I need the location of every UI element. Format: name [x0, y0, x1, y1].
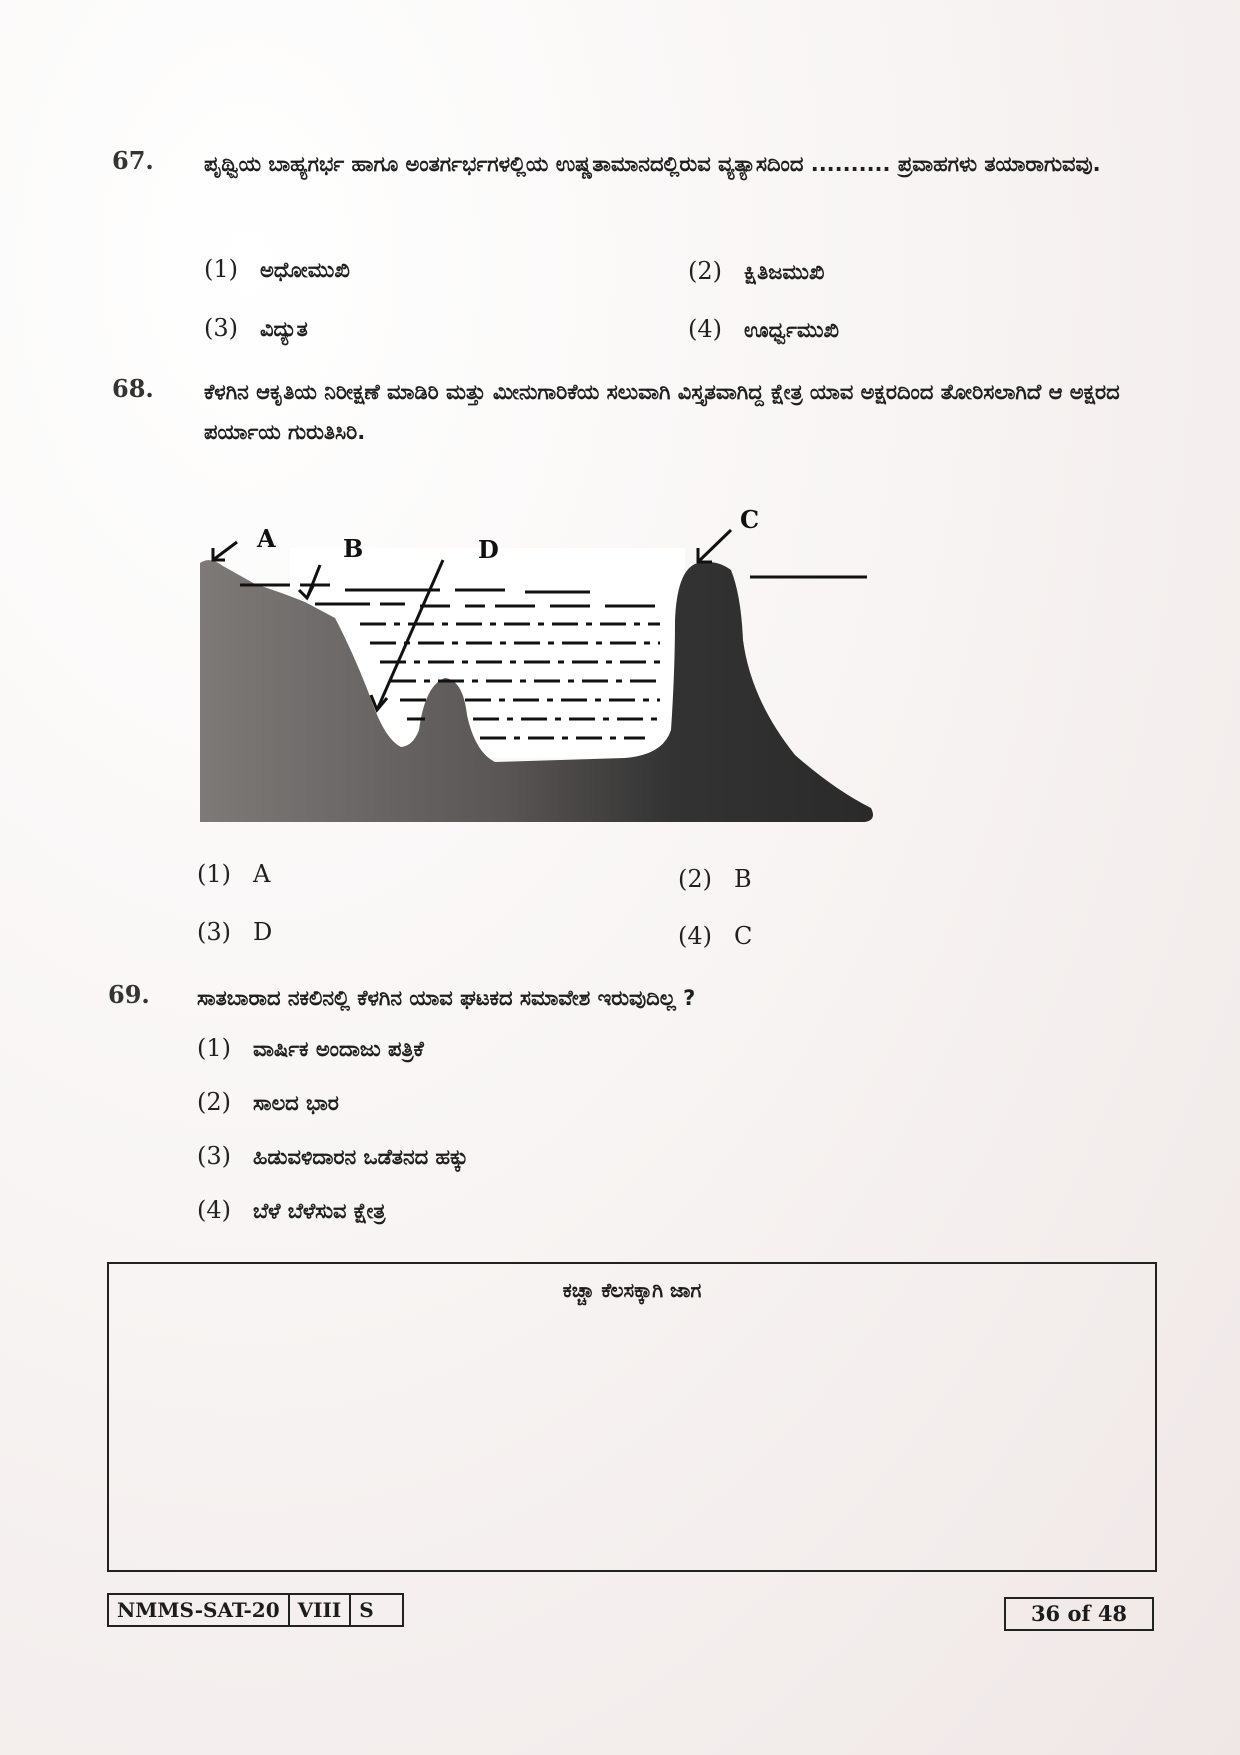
- option-label: ಬೆಳೆ ಬೆಳೆಸುವ ಕ್ಷೇತ್ರ: [253, 1199, 386, 1223]
- option-label: B: [734, 865, 752, 893]
- option-label: A: [253, 860, 271, 888]
- option-number: (3): [197, 918, 231, 946]
- option-number: (2): [197, 1088, 231, 1116]
- option-label: ಕ್ಷಿತಿಜಮುಖಿ: [744, 260, 825, 284]
- label-a: A: [257, 524, 276, 553]
- question-69-option-3: [197, 1142, 468, 1170]
- option-label: ವಾರ್ಷಿಕ ಅಂದಾಜು ಪತ್ರಿಕೆ: [253, 1037, 424, 1061]
- option-number: (3): [204, 314, 238, 342]
- option-number: (1): [197, 860, 231, 888]
- option-label: ವಿದ್ಯುತ: [260, 317, 308, 341]
- question-67-option-4: [688, 315, 839, 343]
- option-label: ಊರ್ಧ್ವಮುಖಿ: [744, 318, 840, 342]
- question-67-text: ಪೃಥ್ವಿಯ ಬಾಹ್ಯಗರ್ಭ ಹಾಗೂ ಅಂತರ್ಗರ್ಭಗಳಲ್ಲಿಯ ಉಷ್ಣತಾಮಾನದಲ್ಲಿರುವ ವ್ಯತ್ಯಾಸದಿಂದ .......... ಪ್ರವಾಹಗಳು ತಯಾರಾಗುವವು.: [204, 152, 1101, 176]
- question-67-option-3: [204, 314, 308, 342]
- option-number: (1): [204, 255, 238, 283]
- question-68-option-2: [678, 865, 752, 893]
- option-number: (2): [678, 865, 712, 893]
- question-67-option-2: [688, 257, 824, 285]
- option-label: D: [253, 918, 273, 946]
- question-67-option-1: [204, 255, 350, 283]
- class-code: VIII: [290, 1595, 352, 1625]
- option-number: (1): [197, 1034, 231, 1062]
- question-69-text: ಸಾತಬಾರಾದ ನಕಲಿನಲ್ಲಿ ಕೆಳಗಿನ ಯಾವ ಘಟಕದ ಸಮಾವೇಶ ಇರುವುದಿಲ್ಲ ?: [197, 986, 696, 1010]
- option-number: (3): [197, 1142, 231, 1170]
- option-label: ಹಿಡುವಳಿದಾರನ ಒಡೆತನದ ಹಕ್ಕು: [253, 1145, 469, 1169]
- question-68-text: ಕೆಳಗಿನ ಆಕೃತಿಯ ನಿರೀಕ್ಷಣೆ ಮಾಡಿರಿ ಮತ್ತು ಮೀನುಗಾರಿಕೆಯ ಸಲುವಾಗಿ ವಿಸ್ತೃತವಾಗಿದ್ದ ಕ್ಷೇತ್ರ ಯಾವ ಅಕ್ಷರದಿಂದ ತೋರಿಸಲಾಗಿದೆ ಆ ಅಕ್ಷರದ ಪರ್ಯಾಯ ಗುರುತಿಸಿರಿ.: [204, 380, 1120, 444]
- question-69-option-4: [197, 1196, 385, 1224]
- label-d: D: [478, 535, 499, 564]
- set-code: S: [359, 1598, 374, 1622]
- rough-work-title: ಕಚ್ಚಾ ಕೆಲಸಕ್ಕಾಗಿ ಜಾಗ: [562, 1278, 702, 1302]
- question-68-option-1: [197, 860, 270, 888]
- option-label: ಸಾಲದ ಭಾರ: [253, 1091, 339, 1115]
- label-c: C: [740, 505, 760, 534]
- option-number: (2): [688, 257, 722, 285]
- question-69-number: 69.: [108, 980, 150, 1009]
- option-number: (4): [688, 315, 722, 343]
- question-68-number: 68.: [112, 374, 154, 403]
- question-69-option-1: [197, 1034, 424, 1062]
- paper-code: [107, 1593, 404, 1627]
- question-67-number: 67.: [112, 146, 154, 175]
- option-label: C: [734, 922, 753, 950]
- option-number: (4): [197, 1196, 231, 1224]
- coastal-diagram: [195, 500, 885, 830]
- question-68-option-3: [197, 918, 272, 946]
- option-number: (4): [678, 922, 712, 950]
- label-b: B: [343, 534, 364, 563]
- option-label: ಅಧೋಮುಖಿ: [260, 258, 350, 282]
- rough-work-box: [107, 1262, 1157, 1572]
- question-69-option-2: [197, 1088, 339, 1116]
- exam-code: NMMS-SAT-20: [109, 1595, 290, 1625]
- page-number: 36 of 48: [1004, 1597, 1154, 1631]
- question-68-option-4: [678, 922, 752, 950]
